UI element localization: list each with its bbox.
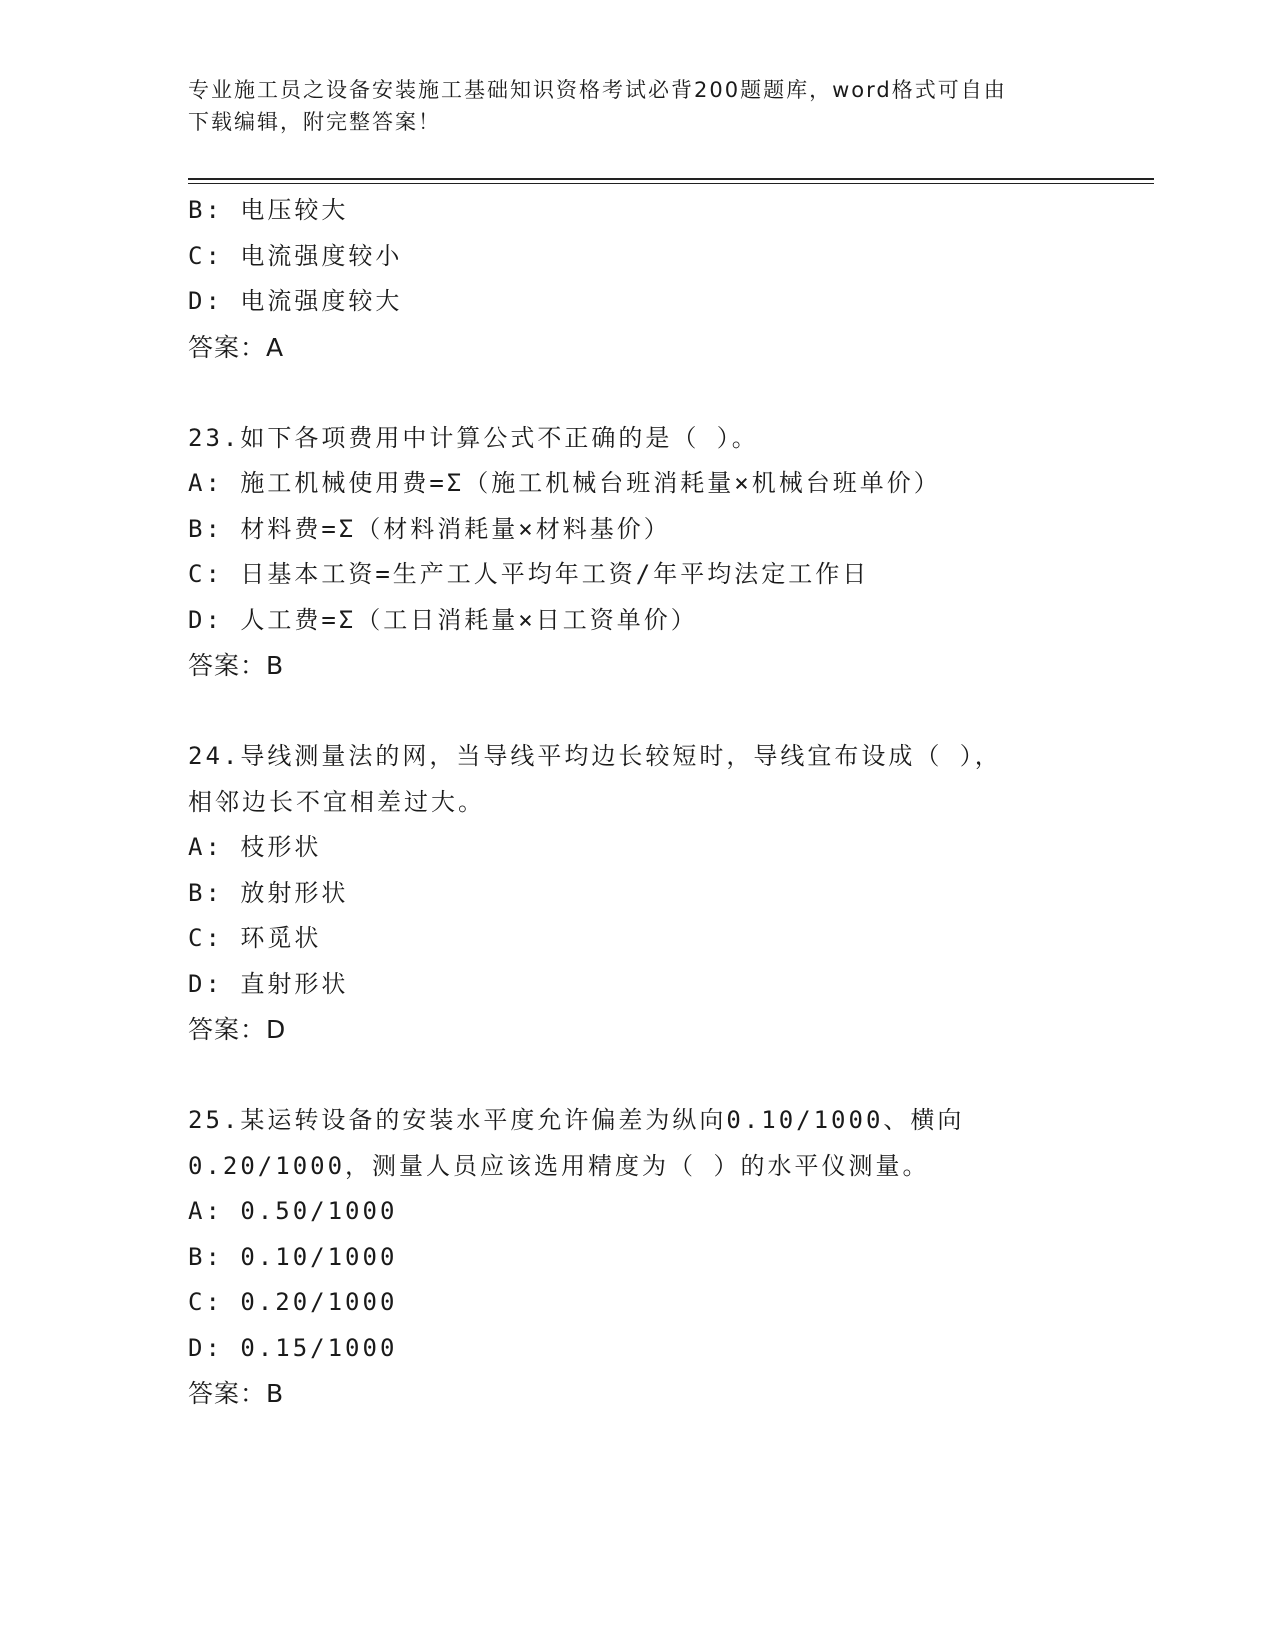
q24-stem-line-2: 相邻边长不宜相差过大。 — [188, 787, 485, 816]
header-title-line-2: 下载编辑，附完整答案！ — [188, 110, 441, 134]
question-spacer — [188, 689, 1148, 735]
q24-option-d: D: 直射形状 — [188, 969, 349, 998]
q25-stem-line-2: 0.20/1000，测量人员应该选用精度为（ ）的水平仪测量。 — [188, 1151, 930, 1180]
question-22-block — [188, 188, 1148, 370]
q25-option-c: C: 0.20/1000 — [188, 1288, 398, 1316]
q23-option-b: B: 材料费=Σ（材料消耗量×材料基价） — [188, 514, 671, 543]
document-header — [188, 74, 1068, 138]
q22-option-d: D: 电流强度较大 — [188, 287, 403, 315]
q23-stem: 23.如下各项费用中计算公式不正确的是（ ）。 — [188, 423, 759, 452]
q23-option-c: C: 日基本工资=生产工人平均年工资/年平均法定工作日 — [188, 560, 870, 588]
question-spacer — [188, 1053, 1148, 1099]
header-title-line-1: 专业施工员之设备安装施工基础知识资格考试必背200题题库，word格式可自由 — [188, 78, 1007, 102]
q23-option-a: A: 施工机械使用费=Σ（施工机械台班消耗量×机械台班单价） — [188, 469, 941, 497]
question-spacer — [188, 370, 1148, 416]
q24-option-b: B: 放射形状 — [188, 878, 349, 907]
q24-option-a: A: 枝形状 — [188, 833, 322, 861]
header-divider-thin — [188, 183, 1154, 184]
q23-option-d: D: 人工费=Σ（工日消耗量×日工资单价） — [188, 605, 698, 634]
question-24-block — [188, 734, 1148, 1053]
q24-answer: 答案：D — [188, 1015, 287, 1044]
header-divider-thick — [188, 178, 1154, 180]
question-23-block — [188, 416, 1148, 689]
q24-stem-line-1: 24.导线测量法的网，当导线平均边长较短时，导线宜布设成（ ）， — [188, 742, 1002, 770]
q22-option-b: B: 电压较大 — [188, 196, 349, 224]
q24-option-c: C: 环觅状 — [188, 924, 322, 952]
q25-option-b: B: 0.10/1000 — [188, 1242, 398, 1271]
q25-option-a: A: 0.50/1000 — [188, 1197, 398, 1225]
q22-option-c: C: 电流强度较小 — [188, 241, 403, 270]
question-list — [188, 188, 1148, 1417]
q22-answer: 答案：A — [188, 332, 285, 362]
q23-answer: 答案：B — [188, 651, 285, 680]
question-25-block — [188, 1098, 1148, 1417]
q25-answer: 答案：B — [188, 1379, 285, 1408]
q25-option-d: D: 0.15/1000 — [188, 1333, 398, 1362]
q25-stem-line-1: 25.某运转设备的安装水平度允许偏差为纵向0.10/1000、横向 — [188, 1106, 965, 1134]
